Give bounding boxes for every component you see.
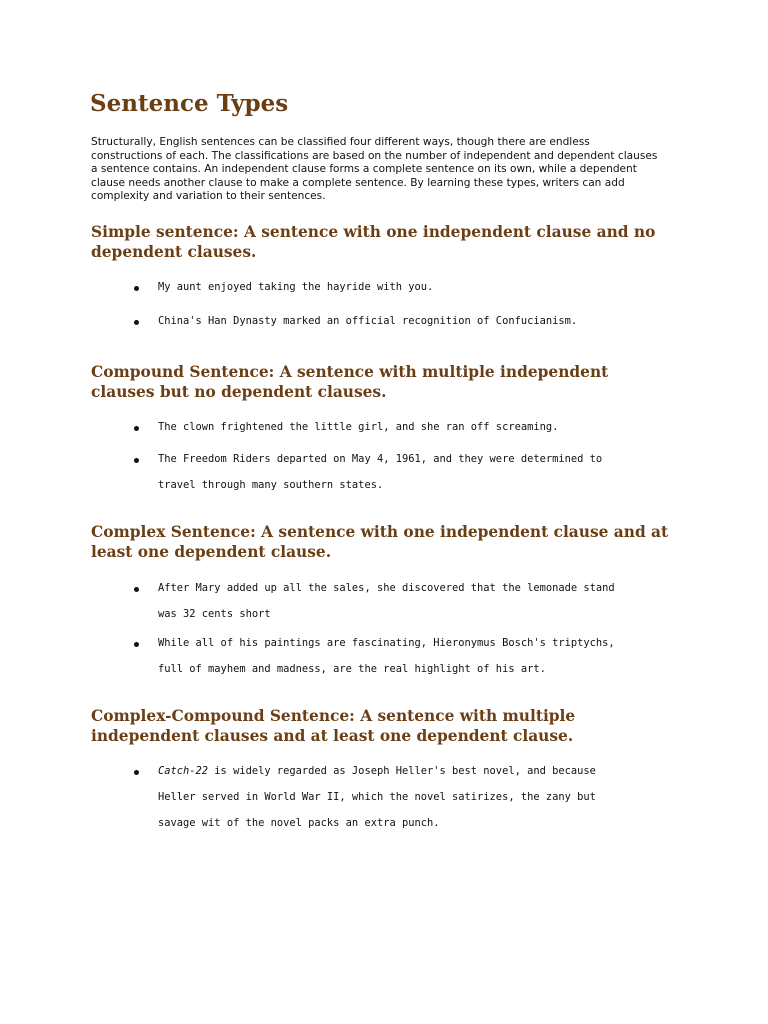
example-line: The Freedom Riders departed on May 4, 1961, and they were determined to	[158, 453, 603, 465]
example-sentence	[158, 281, 433, 300]
section-heading-line: Compound Sentence: A sentence with multiple independent	[91, 363, 609, 381]
example-line: travel through many southern states.	[158, 479, 384, 491]
section-heading-line: dependent clauses.	[91, 243, 257, 261]
example-sentence	[158, 315, 577, 334]
section-heading-line: least one dependent clause.	[91, 543, 332, 561]
example-line: While all of his paintings are fascinating, Hieronymus Bosch's triptychs,	[158, 637, 615, 649]
bullet-icon	[134, 426, 139, 431]
bullet-icon	[134, 458, 139, 463]
intro-paragraph: Structurally, English sentences can be classified four different ways, though there are endless constructions of each. The classifications are based on the number of independent and dependent clauses a sentence contains. An independent clause forms a complete sentence on its own, while a dependent clause needs another clause to make a complete sentence. By learning these types, writers can add complexity and variation to their sentences.	[91, 136, 658, 203]
section-heading-line: Complex-Compound Sentence: A sentence with multiple	[91, 707, 576, 725]
example-line: My aunt enjoyed taking the hayride with you.	[158, 281, 434, 293]
example-sentence	[158, 421, 558, 440]
bullet-icon	[134, 587, 139, 592]
example-line: Heller served in World War II, which the novel satirizes, the zany but	[158, 791, 596, 803]
bullet-icon	[134, 320, 139, 325]
example-line: savage wit of the novel packs an extra punch.	[158, 817, 440, 829]
bullet-icon	[134, 642, 139, 647]
section-heading-complex-compound	[91, 706, 691, 746]
example-line: was 32 cents short	[158, 608, 271, 620]
section-heading-line: Simple sentence: A sentence with one independent clause and no	[91, 223, 656, 241]
section-heading-complex	[91, 522, 691, 562]
example-sentence	[158, 453, 602, 498]
section-heading-line: Complex Sentence: A sentence with one independent clause and at	[91, 523, 669, 541]
example-line: full of mayhem and madness, are the real highlight of his art.	[158, 663, 546, 675]
example-line: China's Han Dynasty marked an official recognition of Confucianism.	[158, 315, 578, 327]
bullet-icon	[134, 770, 139, 775]
section-heading-line: independent clauses and at least one dependent clause.	[91, 727, 574, 745]
example-line	[158, 758, 596, 784]
section-heading-line: clauses but no dependent clauses.	[91, 383, 387, 401]
section-heading-simple	[91, 222, 691, 262]
section-heading-compound	[91, 362, 691, 402]
bullet-icon	[134, 286, 139, 291]
example-sentence	[158, 582, 615, 627]
example-line: The clown frightened the little girl, and she ran off screaming.	[158, 421, 559, 433]
example-line: After Mary added up all the sales, she discovered that the lemonade stand	[158, 582, 615, 594]
page-title: Sentence Types	[90, 90, 289, 117]
book-title: Catch-22	[158, 765, 209, 777]
example-sentence	[158, 637, 615, 682]
example-line-text: is widely regarded as Joseph Heller's best novel, and because	[208, 765, 596, 777]
example-sentence	[158, 765, 596, 836]
